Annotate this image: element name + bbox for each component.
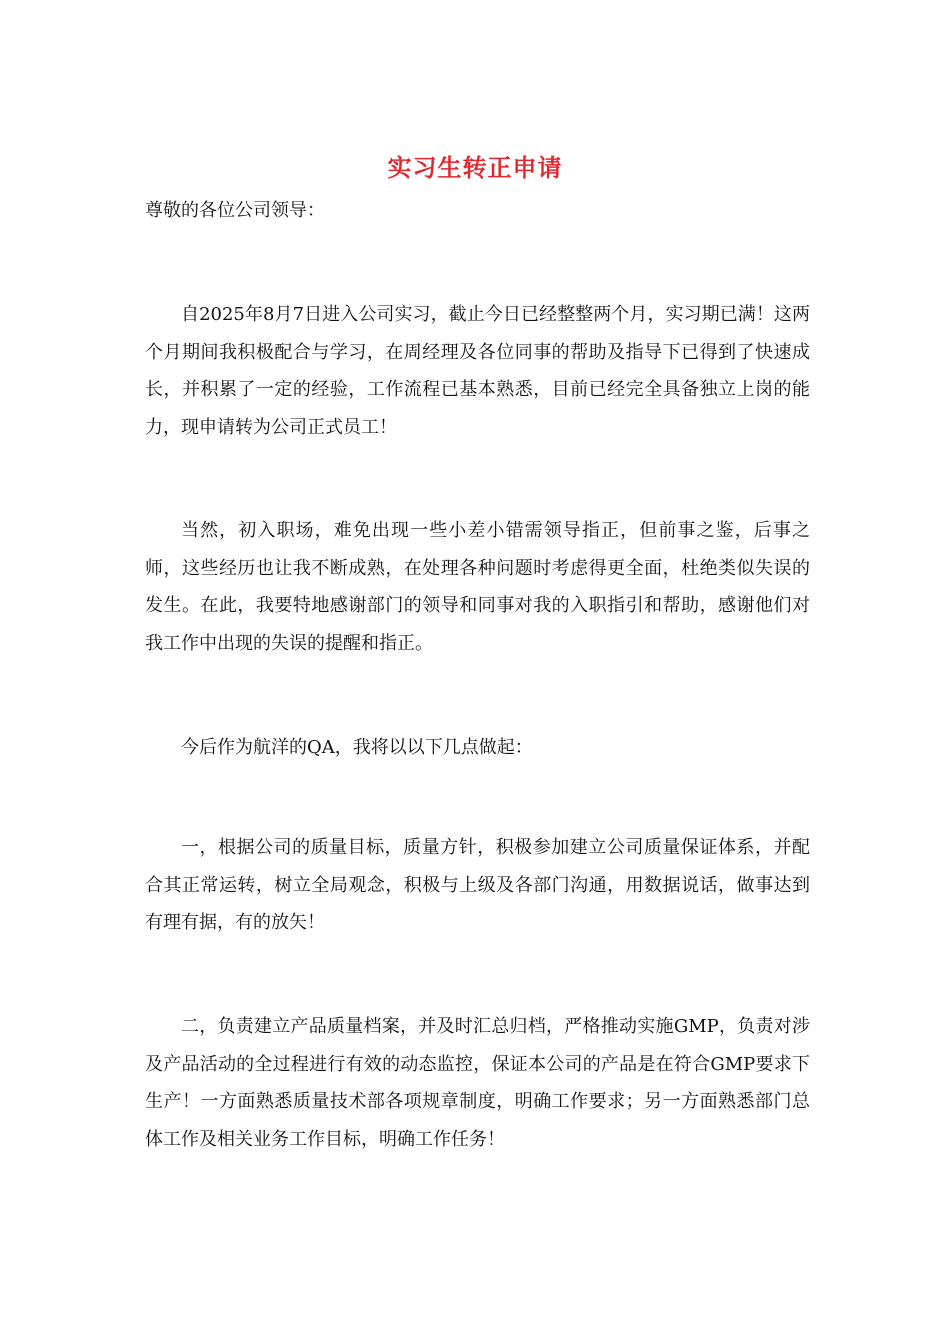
paragraph-internship-summary: 自2025年8月7日进入公司实习，截止今日已经整整两个月，实习期已满！这两个月期间我积极配合与学习，在周经理及各位同事的帮助及指导下已得到了快速成长，并积累了一定的经验，工作流程已基本熟悉，目前已经完全具备独立上岗的能力，现申请转为公司正式员工！ [145, 304, 810, 438]
paragraph-point-two: 二，负责建立产品质量档案，并及时汇总归档，严格推动实施GMP，负责对涉及产品活动的全过程进行有效的动态监控，保证本公司的产品是在符合GMP要求下生产！一方面熟悉质量技术部各项规章制度，明确工作要求；另一方面熟悉部门总体工作及相关业务工作目标，明确工作任务！ [145, 1016, 810, 1150]
paragraph-gratitude: 当然，初入职场，难免出现一些小差小错需领导指正，但前事之鉴，后事之师，这些经历也让我不断成熟，在处理各种问题时考虑得更全面，杜绝类似失误的发生。在此，我要特地感谢部门的领导和同事对我的入职指引和帮助，感谢他们对我工作中出现的失误的提醒和指正。 [145, 520, 810, 654]
paragraph-point-one: 一，根据公司的质量目标，质量方针，积极参加建立公司质量保证体系，并配合其正常运转，树立全局观念，积极与上级及各部门沟通，用数据说话，做事达到有理有据，有的放矢！ [145, 837, 810, 933]
salutation: 尊敬的各位公司领导： [145, 200, 325, 221]
document-title: 实习生转正申请 [387, 154, 563, 182]
paragraph-future-intro: 今后作为航洋的QA，我将以以下几点做起： [181, 737, 533, 758]
